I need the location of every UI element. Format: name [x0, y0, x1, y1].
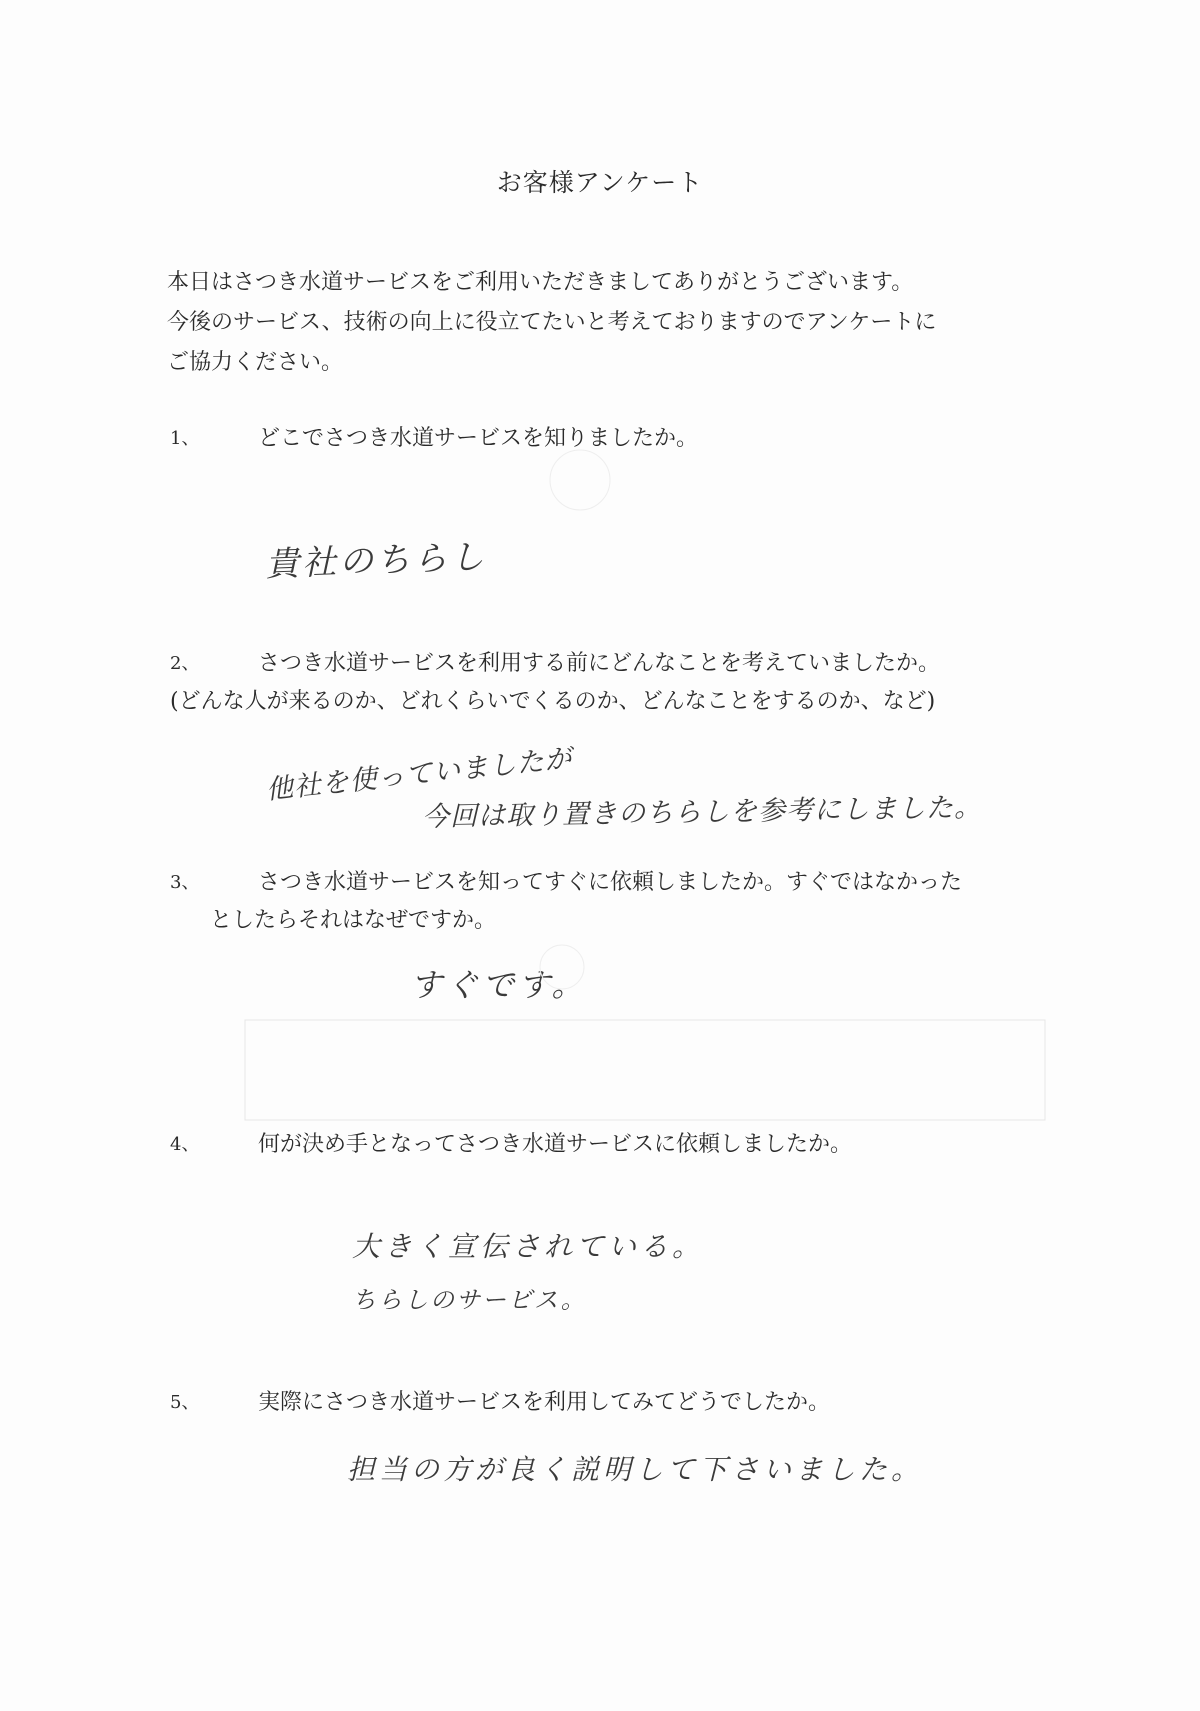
question-text: 実際にさつき水道サービスを利用してみてどうでしたか。 — [258, 1390, 831, 1415]
intro-paragraph — [167, 263, 1097, 383]
question-number: 2、 — [170, 653, 200, 674]
handwritten-answer-1: 貴社のちらし — [264, 537, 488, 585]
intro-line: ご協力ください。 — [167, 350, 344, 375]
intro-line: 今後のサービス、技術の向上に役立てたいと考えておりますのでアンケートに — [167, 310, 937, 335]
question-text: さつき水道サービスを利用する前にどんなことを考えていましたか。 — [258, 651, 941, 676]
handwritten-answer-2-line-1: 他社を使っていましたが — [264, 742, 575, 806]
question-text: どこでさつき水道サービスを知りましたか。 — [258, 426, 699, 451]
question-text-continued: としたらそれはなぜですか。 — [210, 908, 497, 933]
handwritten-answer-4-line-2: ちらしのサービス。 — [352, 1286, 587, 1314]
question-text: さつき水道サービスを知ってすぐに依頼しましたか。すぐではなかった — [258, 870, 963, 895]
handwritten-answer-5: 担当の方が良く説明して下さいました。 — [347, 1453, 924, 1486]
question-number: 4、 — [170, 1134, 200, 1155]
question-subtext: (どんな人が来るのか、どれくらいでくるのか、どんなことをするのか、など) — [170, 689, 936, 714]
question-number: 3、 — [170, 872, 200, 893]
question-number: 5、 — [170, 1392, 200, 1413]
handwritten-answer-2-line-2: 今回は取り置きのちらしを参考にしました。 — [421, 792, 983, 833]
question-number: 1、 — [170, 428, 200, 449]
page-title: お客様アンケート — [496, 168, 704, 197]
handwritten-answer-3: すぐです。 — [410, 966, 588, 1004]
handwritten-answer-4-line-1: 大きく宣伝されている。 — [352, 1230, 705, 1263]
intro-line: 本日はさつき水道サービスをご利用いただきましてありがとうございます。 — [167, 270, 914, 295]
question-text: 何が決め手となってさつき水道サービスに依頼しましたか。 — [258, 1132, 853, 1157]
